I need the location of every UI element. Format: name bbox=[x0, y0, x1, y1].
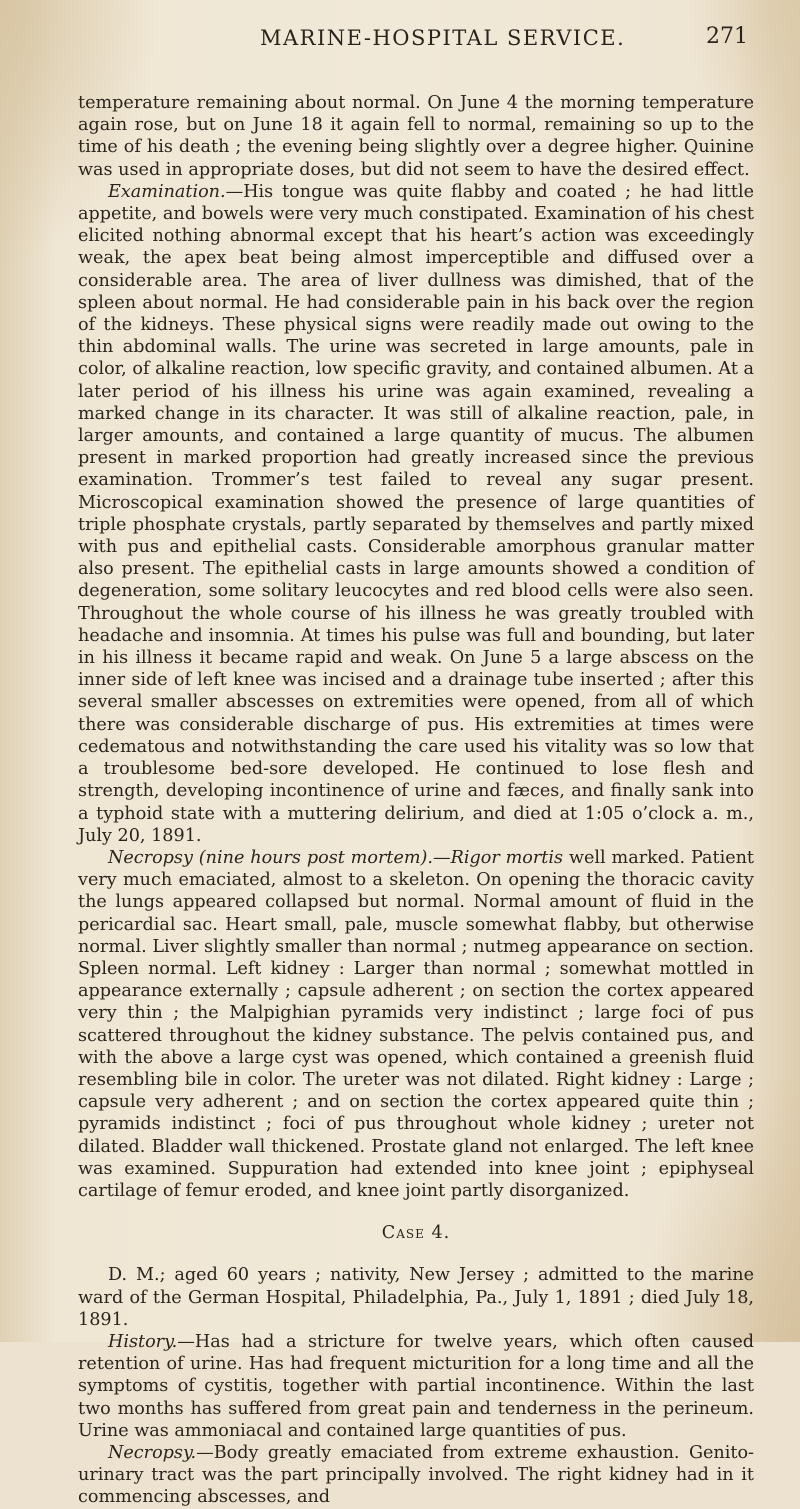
examination-text: —His tongue was quite flabby and coated ; he had little appetite, and bowels were very much constipated. Examination of his chest elicited nothing abnormal except that his heart’s action was exceedingly weak, the apex beat being almost imperceptible and diffused over a considerable area. The area of liver dullness was dimished, that of the spleen about normal. He had considerable pain in his back over the region of the kidneys. These physical signs were readily made out owing to the thin abdominal walls. The urine was secreted in large amounts, pale in color, of alkaline reaction, low specific gravity, and contained albumen. At a later period of his illness his urine was again examined, revealing a marked change in its character. It was still of alkaline reaction, pale, in larger amounts, and contained a large quantity of mucus. The albumen present in marked proportion had greatly increased since the previous examination. Trommer’s test failed to reveal any sugar present. Microscopical examination showed the presence of large quantities of triple phosphate crystals, partly separated by themselves and partly mixed with pus and epithelial casts. Considerable amorphous granular matter also present. The epithelial casts in large amounts showed a condition of degeneration, some solitary leucocytes and red blood cells were also seen. Throughout the whole course of his illness he was greatly troubled with headache and insomnia. At times his pulse was full and bounding, but later in his illness it became rapid and weak. On June 5 a large abscess on the inner side of left knee was incised and a drainage tube inserted ; after this several smaller abscesses on extremities were opened, from all of which there was considerable discharge of pus. His extremities at times were cedematous and notwithstanding the care used his vitality was so low that a troublesome bed-sore developed. He continued to lose flesh and strength, developing incontinence of urine and fæces, and finally sank into a typhoid state with a muttering delirium, and died at 1:05 o’clock a. m., July 20, 1891. bbox=[78, 181, 754, 846]
page-number: 271 bbox=[706, 24, 748, 49]
history-text: —Has had a stricture for twelve years, which often caused retention of urine. Has had frequent micturition for a long time and all the symptoms of cystitis, together with partial incontinence. Within the last two months has suffered from great pain and tenderness in the perineum. Urine was ammoniacal and contained large quantities of pus. bbox=[78, 1331, 754, 1441]
paragraph-examination bbox=[78, 181, 754, 847]
body-text bbox=[78, 92, 754, 1509]
case-heading: Case 4. bbox=[381, 1223, 451, 1244]
necropsy-rigor: —Rigor mortis bbox=[433, 847, 564, 868]
necropsy-case4-lead: Necropsy. bbox=[108, 1442, 197, 1463]
paragraph-necropsy-case4 bbox=[78, 1442, 754, 1509]
page-header bbox=[0, 20, 800, 60]
paragraph-temperature: temperature remaining about normal. On June 4 the morning temperature again rose, but on June 18 it again fell to normal, remaining so up to the time of his death ; the evening being slightly over a degree higher. Quinine was used in appropriate doses, but did not seem to have the desired effect. bbox=[78, 93, 754, 180]
examination-lead: Examination. bbox=[108, 181, 226, 202]
paragraph-necropsy bbox=[78, 847, 754, 1202]
necropsy-paren: (nine hours post mortem). bbox=[192, 847, 433, 868]
paragraph-history bbox=[78, 1331, 754, 1442]
necropsy-case4-text: —Body greatly emaciated from extreme exhaustion. Genito-urinary tract was the part principally involved. The right kidney had in it commencing abscesses, and bbox=[78, 1442, 754, 1508]
necropsy-text: well marked. Patient very much emaciated, almost to a skeleton. On opening the thoracic cavity the lungs appeared collapsed but normal. Normal amount of fluid in the pericardial sac. Heart small, pale, muscle somewhat flabby, but otherwise normal. Liver slightly smaller than normal ; nutmeg appearance on section. Spleen normal. Left kidney : Larger than normal ; somewhat mottled in appearance externally ; capsule adherent ; on section the cortex appeared very thin ; the Malpighian pyramids very indistinct ; large foci of pus scattered throughout the kidney substance. The pelvis contained pus, and with the above a large cyst was opened, which contained a greenish fluid resembling bile in color. The ureter was not dilated. Right kidney : Large ; capsule very adherent ; and on section the cortex appeared quite thin ; pyramids indistinct ; foci of pus throughout whole kidney ; ureter not dilated. Bladder wall thickened. Prostate gland not enlarged. The left knee was examined. Suppuration had extended into knee joint ; epiphyseal cartilage of femur eroded, and knee joint partly disorganized. bbox=[78, 847, 755, 1201]
necropsy-lead: Necropsy bbox=[108, 847, 193, 868]
history-lead: History. bbox=[108, 1331, 178, 1352]
running-head: MARINE-HOSPITAL SERVICE. bbox=[260, 26, 626, 50]
paragraph-case-intro: D. M.; aged 60 years ; nativity, New Jersey ; admitted to the marine ward of the German Hospital, Philadelphia, Pa., July 1, 1891 ; died July 18, 1891. bbox=[78, 1265, 754, 1330]
